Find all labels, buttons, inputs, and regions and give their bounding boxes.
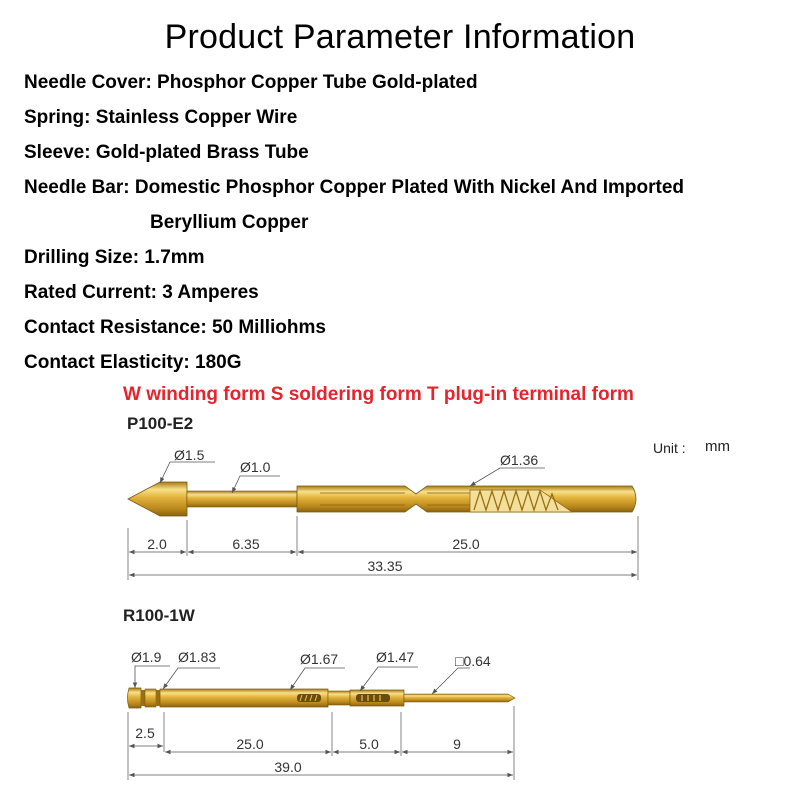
probe2-len-head: 2.5 bbox=[135, 725, 155, 741]
probe1-model: P100-E2 bbox=[127, 414, 194, 433]
probe2-len-body: 25.0 bbox=[236, 736, 264, 752]
probe1-barrel bbox=[297, 486, 636, 512]
probe1-plunger bbox=[187, 491, 297, 507]
probe1-dia-tip: Ø1.5 bbox=[174, 447, 205, 463]
probe2-drawing bbox=[128, 649, 516, 780]
spec-contact-elasticity: Contact Elasticity: 180G bbox=[24, 352, 242, 373]
probe2-dia-neck: Ø1.83 bbox=[178, 649, 217, 665]
probe1-dia-barrel: Ø1.36 bbox=[500, 452, 539, 468]
probe2-pin bbox=[404, 694, 515, 702]
probe2-model: R100-1W bbox=[123, 606, 195, 625]
probe2-sleeve-slot bbox=[356, 694, 390, 702]
probe2-head bbox=[128, 688, 142, 708]
probe1-len-total: 33.35 bbox=[367, 558, 403, 574]
probe2-len-total: 39.0 bbox=[274, 759, 302, 775]
probe2-len-pin: 9 bbox=[453, 736, 461, 752]
probe2-dia-head: Ø1.9 bbox=[131, 649, 162, 665]
page-title: Product Parameter Information bbox=[164, 18, 636, 56]
unit-value: mm bbox=[705, 438, 730, 455]
forms-legend: W winding form S soldering form T plug-in terminal form bbox=[123, 384, 634, 405]
probe1-len-barrel: 25.0 bbox=[452, 536, 480, 552]
probe2-dia-pin: □0.64 bbox=[455, 653, 491, 669]
probe1-drawing bbox=[128, 447, 638, 580]
spec-needle-bar-continued: Beryllium Copper bbox=[150, 212, 309, 233]
spec-sleeve: Sleeve: Gold-plated Brass Tube bbox=[24, 142, 309, 163]
probe1-len-plunger: 6.35 bbox=[232, 536, 260, 552]
probe1-len-tip: 2.0 bbox=[147, 536, 167, 552]
probe1-dia-plunger: Ø1.0 bbox=[240, 459, 271, 475]
probe2-dia-body: Ø1.67 bbox=[300, 651, 339, 667]
spec-needle-bar: Needle Bar: Domestic Phosphor Copper Plated With Nickel And Imported bbox=[24, 177, 684, 198]
probe2-dia-sleeve: Ø1.47 bbox=[376, 649, 415, 665]
probe2-len-sleeve: 5.0 bbox=[359, 736, 379, 752]
spec-spring: Spring: Stainless Copper Wire bbox=[24, 107, 298, 128]
spec-rated-current: Rated Current: 3 Amperes bbox=[24, 282, 259, 303]
spec-needle-cover: Needle Cover: Phosphor Copper Tube Gold-plated bbox=[24, 72, 478, 93]
probe1-tip bbox=[128, 482, 187, 516]
spec-drilling-size: Drilling Size: 1.7mm bbox=[24, 247, 205, 268]
unit-label: Unit : bbox=[653, 440, 686, 456]
spec-contact-resistance: Contact Resistance: 50 Milliohms bbox=[24, 317, 326, 338]
